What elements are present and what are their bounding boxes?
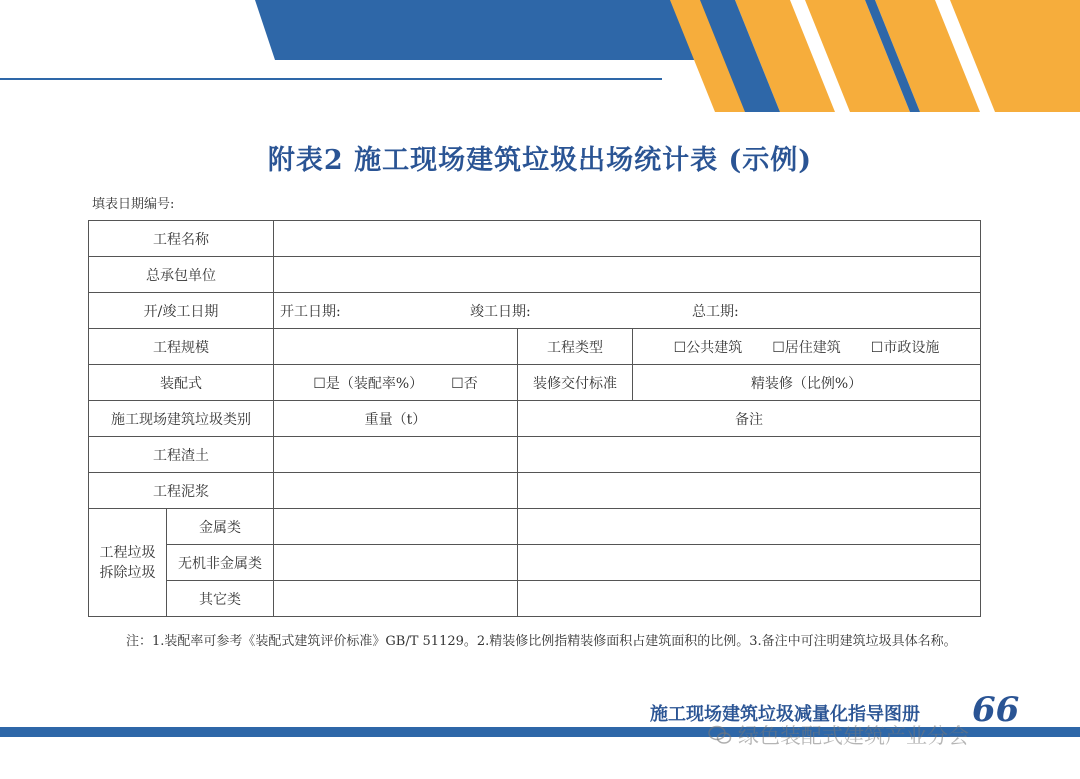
table-header-row — [89, 401, 981, 437]
table-row — [89, 293, 981, 329]
page-title: 附表2 施工现场建筑垃圾出场统计表 (示例) — [267, 145, 813, 176]
table-row — [89, 581, 981, 617]
remark-cell[interactable] — [518, 545, 981, 581]
statistics-table — [88, 220, 981, 617]
table-row — [89, 329, 981, 365]
type-label: 工程类型 — [518, 329, 633, 365]
metal-label: 金属类 — [167, 509, 274, 545]
table-row — [89, 473, 981, 509]
project-name-field[interactable] — [274, 221, 981, 257]
contractor-field[interactable] — [274, 257, 981, 293]
remark-cell[interactable] — [518, 509, 981, 545]
dates-label: 开/竣工日期 — [89, 293, 274, 329]
watermark — [708, 720, 969, 750]
dates-field[interactable] — [274, 293, 981, 329]
remark-cell[interactable] — [518, 473, 981, 509]
header-blue-band — [255, 0, 700, 60]
prefab-label: 装配式 — [89, 365, 274, 401]
finish-standard-value[interactable]: 精装修（比例%） — [633, 365, 981, 401]
page-number: 66 — [972, 690, 1020, 730]
footnote: 注：1.装配率可参考《装配式建筑评价标准》GB/T 51129。2.精装修比例指精装修面积占建筑面积的比例。3.备注中可注明建筑垃圾具体名称。 — [126, 634, 957, 649]
waste-group-label: 工程垃圾 拆除垃圾 — [89, 509, 167, 617]
type-options — [633, 329, 981, 365]
wechat-icon — [708, 725, 732, 745]
table-row — [89, 221, 981, 257]
contractor-label: 总承包单位 — [89, 257, 274, 293]
table-row — [89, 257, 981, 293]
weight-cell[interactable] — [274, 437, 518, 473]
prefab-no-checkbox[interactable]: ☐否 — [451, 375, 478, 392]
prefab-options — [274, 365, 518, 401]
scale-label: 工程规模 — [89, 329, 274, 365]
table-row — [89, 509, 981, 545]
option-public-building[interactable]: ☐公共建筑 — [673, 339, 743, 356]
table-row — [89, 365, 981, 401]
mud-label: 工程泥浆 — [89, 473, 274, 509]
remark-cell[interactable] — [518, 437, 981, 473]
table-row — [89, 545, 981, 581]
weight-cell[interactable] — [274, 581, 518, 617]
watermark-text: 绿色装配式建筑产业分会 — [738, 724, 969, 748]
finish-standard-label: 装修交付标准 — [518, 365, 633, 401]
table-row — [89, 437, 981, 473]
weight-cell[interactable] — [274, 509, 518, 545]
total-duration-label: 总工期: — [692, 303, 739, 320]
category-header: 施工现场建筑垃圾类别 — [89, 401, 274, 437]
start-date-label: 开工日期: — [280, 303, 341, 320]
remark-header: 备注 — [518, 401, 981, 437]
weight-cell[interactable] — [274, 545, 518, 581]
inorganic-label: 无机非金属类 — [167, 545, 274, 581]
option-residential-building[interactable]: ☐居住建筑 — [772, 339, 841, 356]
remark-cell[interactable] — [518, 581, 981, 617]
end-date-label: 竣工日期: — [470, 303, 531, 320]
prefab-yes-checkbox[interactable]: ☐是（装配率%） — [313, 375, 424, 392]
option-municipal[interactable]: ☐市政设施 — [870, 339, 940, 356]
fill-date-label: 填表日期编号: — [92, 197, 175, 212]
muck-label: 工程渣土 — [89, 437, 274, 473]
other-label: 其它类 — [167, 581, 274, 617]
project-name-label: 工程名称 — [89, 221, 274, 257]
weight-cell[interactable] — [274, 473, 518, 509]
footer-title: 施工现场建筑垃圾减量化指导图册 — [650, 704, 920, 725]
scale-field[interactable] — [274, 329, 518, 365]
weight-header: 重量（t） — [274, 401, 518, 437]
